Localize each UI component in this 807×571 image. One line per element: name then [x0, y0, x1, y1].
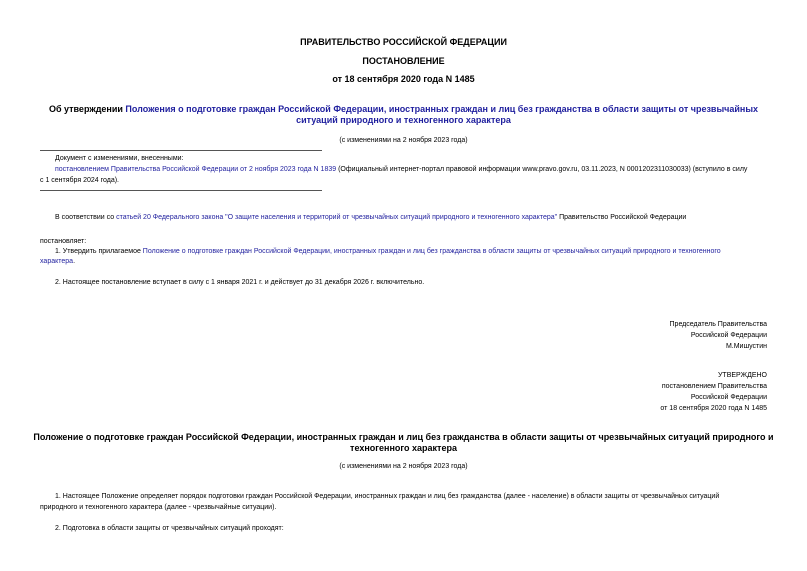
doc-title-prefix: Об утверждении: [48, 104, 126, 114]
approved-line-4: от 18 сентября 2020 года N 1485: [660, 405, 767, 412]
preamble-pre: В соответствии со: [55, 214, 117, 221]
item-1-cont: [40, 256, 75, 267]
gov-header: ПРАВИТЕЛЬСТВО РОССИЙСКОЙ ФЕДЕРАЦИИ: [300, 37, 507, 47]
signature-block: [670, 319, 767, 352]
changes-label: Документ с изменениями, внесенными:: [55, 155, 184, 162]
changes-top-divider: [40, 150, 322, 151]
regulation-item-1-cont: природного и техногенного характера (далее - чрезвычайные ситуации).: [40, 504, 277, 511]
changes-text: [40, 164, 767, 175]
signature-line-3: М.Мишустин: [725, 343, 767, 350]
law-link[interactable]: статьей 20 Федерального закона "О защите населения и территорий от чрезвычайных ситуаций природного и техногенного характера": [116, 214, 558, 221]
item-2: 2. Настоящее постановление вступает в силу с 1 января 2021 г. и действует до 31 декабря 2026 г. включительно.: [55, 279, 425, 286]
regulation-item-2: 2. Подготовка в области защиты от чрезвычайных ситуаций проходят:: [55, 525, 284, 532]
regulation-title-1: Положение о подготовке граждан Российской Федерации, иностранных граждан и лиц без гражданства в области защиты от чрезвычайных ситуаций природного и: [33, 432, 774, 442]
regulation-link-cont[interactable]: характера: [40, 258, 74, 265]
title-amendment-note: (с изменениями на 2 ноября 2023 года): [339, 137, 468, 144]
doc-date: от 18 сентября 2020 года N 1485: [332, 74, 475, 84]
resolves-text: постановляет:: [40, 238, 87, 245]
doc-type: ПОСТАНОВЛЕНИЕ: [362, 56, 445, 66]
preamble: [55, 212, 686, 223]
signature-line-1: Председатель Правительства: [669, 321, 767, 328]
preamble-post: Правительство Российской Федерации: [557, 214, 687, 221]
regulation-title-2: техногенного характера: [350, 443, 457, 453]
doc-title-link[interactable]: Положения о подготовке граждан Российской Федерации, иностранных граждан и лиц без гражданства в области защиты от чрезвычайных ситуаций природного и техногенного характера: [125, 104, 759, 125]
changes-bottom-divider: [40, 190, 322, 191]
approved-line-3: Российской Федерации: [690, 394, 767, 401]
item-1-pre: 1. Утвердить прилагаемое: [55, 248, 143, 255]
regulation-amendment-note: (с изменениями на 2 ноября 2023 года): [339, 463, 468, 470]
doc-title: [40, 104, 767, 126]
regulation-link[interactable]: Положение о подготовке граждан Российской Федерации, иностранных граждан и лиц без гражданства в области защиты от чрезвычайных ситуаций природного и техногенного: [142, 248, 721, 255]
item-1: [55, 246, 767, 257]
approved-line-1: УТВЕРЖДЕНО: [717, 372, 767, 379]
approved-block: [660, 370, 767, 414]
signature-line-2: Российской Федерации: [690, 332, 767, 339]
approved-line-2: постановлением Правительства: [661, 383, 767, 390]
item-1-end: .: [73, 258, 76, 265]
changes-rest-2: с 1 сентября 2024 года).: [40, 177, 120, 184]
changes-rest-1: (Официальный интернет-портал правовой информации www.pravo.gov.ru, 03.11.2023, N 0001202311030033) (вступило в силу: [336, 166, 748, 173]
regulation-item-1: 1. Настоящее Положение определяет порядок подготовки граждан Российской Федерации, иностранных граждан и лиц без гражданства (далее - население) в области защиты от чрезвычайных ситуаций: [55, 493, 720, 500]
changes-link[interactable]: постановлением Правительства Российской Федерации от 2 ноября 2023 года N 1839: [55, 166, 337, 173]
